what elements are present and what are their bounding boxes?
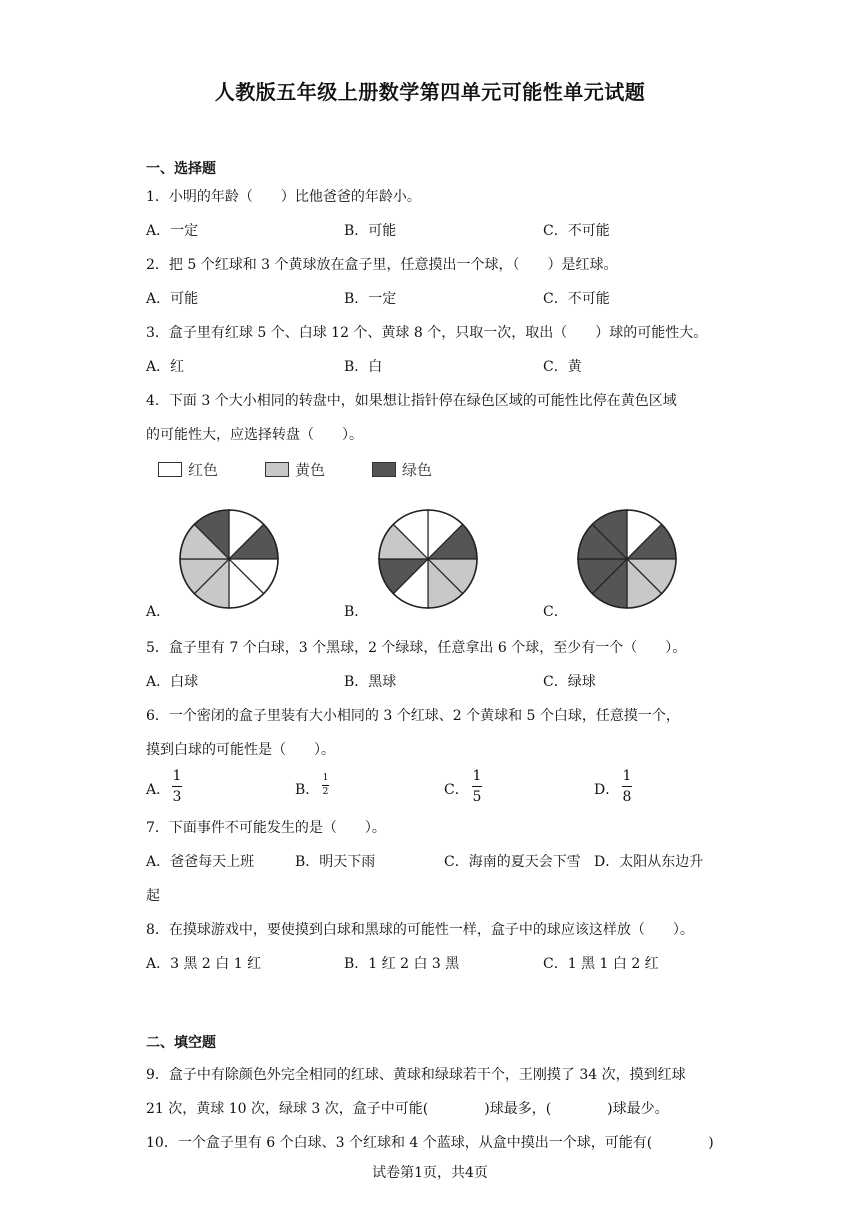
- q7-option-c: C．海南的夏天会下雪: [444, 854, 581, 870]
- legend-swatch-red: [158, 462, 182, 477]
- spinner-b: [377, 508, 479, 610]
- q6-fraction-c: [472, 769, 482, 804]
- q7-option-b: B．明天下雨: [295, 854, 376, 870]
- q5-option-c: C．绿球: [543, 674, 596, 690]
- q1-option-b: B．可能: [344, 223, 397, 239]
- page-footer: 试卷第1页，共4页: [372, 1165, 488, 1181]
- section-heading-choice: 一、选择题: [146, 161, 216, 177]
- spinner-a: [178, 508, 280, 610]
- q8-option-b: B．1 红 2 白 3 黑: [344, 956, 460, 972]
- q7-option-d-wrap: 起: [146, 888, 160, 904]
- page-title: 人教版五年级上册数学第四单元可能性单元试题: [214, 80, 646, 104]
- q6-fraction-d: [622, 769, 632, 804]
- q3-option-a: A．红: [146, 359, 185, 375]
- q1-option-c: C．不可能: [543, 223, 610, 239]
- q6-option-b: B．: [295, 782, 320, 798]
- q2-option-c: C．不可能: [543, 291, 610, 307]
- q6-option-c: C．: [444, 782, 469, 798]
- q6-option-d: D．: [594, 782, 620, 798]
- q3-option-b: B．白: [344, 359, 383, 375]
- fraction-numerator: 1: [472, 768, 482, 784]
- q8-option-c: C．1 黑 1 白 2 红: [543, 956, 659, 972]
- q6-fraction-a: [172, 769, 182, 804]
- spinner-c: [576, 508, 678, 610]
- question-9-line-2: 21 次，黄球 10 次，绿球 3 次，盒子中可能( )球最多，( )球最少。: [146, 1101, 669, 1117]
- fraction-numerator: 1: [322, 773, 329, 783]
- fraction-denominator: 5: [472, 789, 482, 805]
- q2-option-a: A．可能: [146, 291, 199, 307]
- question-2: 2．把 5 个红球和 3 个黄球放在盒子里，任意摸出一个球，（ ）是红球。: [146, 257, 618, 273]
- fraction-bar: [622, 786, 632, 787]
- fraction-denominator: 2: [322, 787, 329, 797]
- fraction-denominator: 3: [172, 789, 182, 805]
- fraction-bar: [172, 786, 182, 787]
- question-10: 10．一个盒子里有 6 个白球、3 个红球和 4 个蓝球，从盒中摸出一个球，可能有( ): [146, 1135, 714, 1151]
- q5-option-b: B．黑球: [344, 674, 397, 690]
- question-3: 3．盒子里有红球 5 个、白球 12 个、黄球 8 个，只取一次，取出（ ）球的可能性大。: [146, 325, 708, 341]
- question-4-line-2: 的可能性大，应选择转盘（ ）。: [146, 427, 363, 443]
- fraction-bar: [472, 786, 482, 787]
- q4-option-c: C．: [543, 604, 568, 620]
- q5-option-a: A．白球: [146, 674, 199, 690]
- q3-option-c: C．黄: [543, 359, 582, 375]
- q7-option-d: D．太阳从东边升: [594, 854, 704, 870]
- question-1: 1．小明的年龄（ ）比他爸爸的年龄小。: [146, 189, 421, 205]
- question-7: 7．下面事件不可能发生的是（ ）。: [146, 820, 386, 836]
- legend-label-green: 绿色: [402, 461, 433, 479]
- legend-label-red: 红色: [188, 461, 219, 479]
- q7-option-a: A．爸爸每天上班: [146, 854, 255, 870]
- q6-option-a: A．: [146, 782, 171, 798]
- legend-label-yellow: 黄色: [295, 461, 326, 479]
- fraction-numerator: 1: [172, 768, 182, 784]
- q4-option-b: B．: [344, 604, 369, 620]
- fraction-denominator: 8: [622, 789, 632, 805]
- q2-option-b: B．一定: [344, 291, 397, 307]
- legend-swatch-yellow: [265, 462, 289, 477]
- legend-swatch-green: [372, 462, 396, 477]
- q6-fraction-b: [322, 774, 329, 797]
- question-5: 5．盒子里有 7 个白球，3 个黑球，2 个绿球，任意拿出 6 个球，至少有一个（ ）。: [146, 640, 687, 656]
- q4-option-a: A．: [146, 604, 171, 620]
- question-4-line-1: 4．下面 3 个大小相同的转盘中，如果想让指针停在绿色区域的可能性比停在黄色区域: [146, 393, 677, 409]
- fraction-numerator: 1: [622, 768, 632, 784]
- q1-option-a: A．一定: [146, 223, 199, 239]
- question-9-line-1: 9．盒子中有除颜色外完全相同的红球、黄球和绿球若干个，王刚摸了 34 次，摸到红球: [146, 1067, 686, 1083]
- fraction-bar: [322, 785, 329, 786]
- question-6-line-1: 6．一个密闭的盒子里装有大小相同的 3 个红球、2 个黄球和 5 个白球，任意摸一个，: [146, 708, 680, 724]
- section-heading-fill: 二、填空题: [146, 1035, 216, 1051]
- question-8: 8．在摸球游戏中，要使摸到白球和黑球的可能性一样，盒子中的球应该这样放（ ）。: [146, 922, 694, 938]
- q8-option-a: A．3 黑 2 白 1 红: [146, 956, 262, 972]
- question-6-line-2: 摸到白球的可能性是（ ）。: [146, 742, 335, 758]
